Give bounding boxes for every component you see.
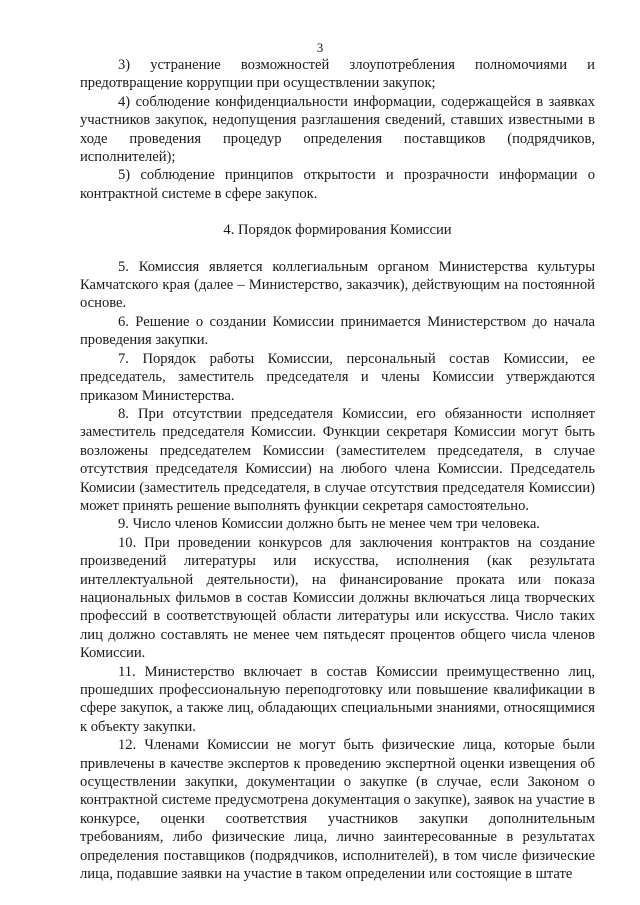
list-item-5: 5) соблюдение принципов открытости и прозрачности информации о контрактной системе в сфере закупок. (80, 167, 595, 202)
page-number: 3 (316, 40, 324, 55)
paragraph-7: 7. Порядок работы Комиссии, персональный состав Комиссии, ее председатель, заместитель председателя и члены Комиссии утверждаются приказом Министерства. (80, 350, 595, 404)
section-heading: 4. Порядок формирования Комиссии (223, 222, 452, 239)
document-body (80, 56, 595, 883)
paragraph-11: 11. Министерство включает в состав Комиссии преимущественно лиц, прошедших профессиональную переподготовку или повышение квалификации в сфере закупок, а также лиц, обладающих специальными знаниями, относящимися к объекту закупки. (80, 663, 595, 735)
list-item-3: 3) устранение возможностей злоупотребления полномочиями и предотвращение коррупции при осуществлении закупок; (80, 57, 595, 92)
paragraph-5: 5. Комиссия является коллегиальным органом Министерства культуры Камчатского края (далее – Министерство, заказчик), действующим на постоянной основе. (80, 258, 595, 312)
list-item-4: 4) соблюдение конфиденциальности информации, содержащейся в заявках участников закупок, недопущения разглашения сведений, ставших известными в ходе проведения процедур определения поставщиков (подрядчиков, исполнителей); (80, 93, 595, 166)
paragraph-9: 9. Число членов Комиссии должно быть не менее чем три человека. (118, 516, 540, 533)
paragraph-6: 6. Решение о создании Комиссии принимается Министерством до начала проведения закупки. (80, 313, 595, 349)
paragraph-12: 12. Членами Комиссии не могут быть физические лица, которые были привлечены в качестве экспертов к проведению экспертной оценки извещения об осуществлении закупки, документации о закупке (в случае, если Законом о контрактной системе предусмотрена документация о закупке), заявок на участие в конкурсе, оценки соответствия участников закупки дополнительным требованиям, либо физические лица, лично заинтересованные в результатах определения поставщиков (подрядчиков, исполнителей), в том числе физические лица, подавшие заявки на участие в таком определении или состоящие в штате (80, 737, 595, 883)
paragraph-10: 10. При проведении конкурсов для заключения контрактов на создание произведений литературы или искусства, исполнения (как результата интеллектуальной деятельности), на финансирование проката или показа национальных фильмов в состав Комиссии должны включаться лица творческих профессий в соответствующей области литературы или искусства. Число таких лиц должно составлять не менее чем пятьдесят процентов общего числа членов Комиссии. (80, 534, 595, 662)
paragraph-8: 8. При отсутствии председателя Комиссии, его обязанности исполняет заместитель председателя Комиссии. Функции секретаря Комиссии могут быть возложены председателем Комиссии (заместителем председателя, в случае отсутствия председателя Комиссии) на любого члена Комиссии. Председатель Комисии (заместитель председателя, в случае отсутствия председателя Комиссии) может принять решение выполнять функции секретаря самостоятельно. (80, 405, 595, 514)
